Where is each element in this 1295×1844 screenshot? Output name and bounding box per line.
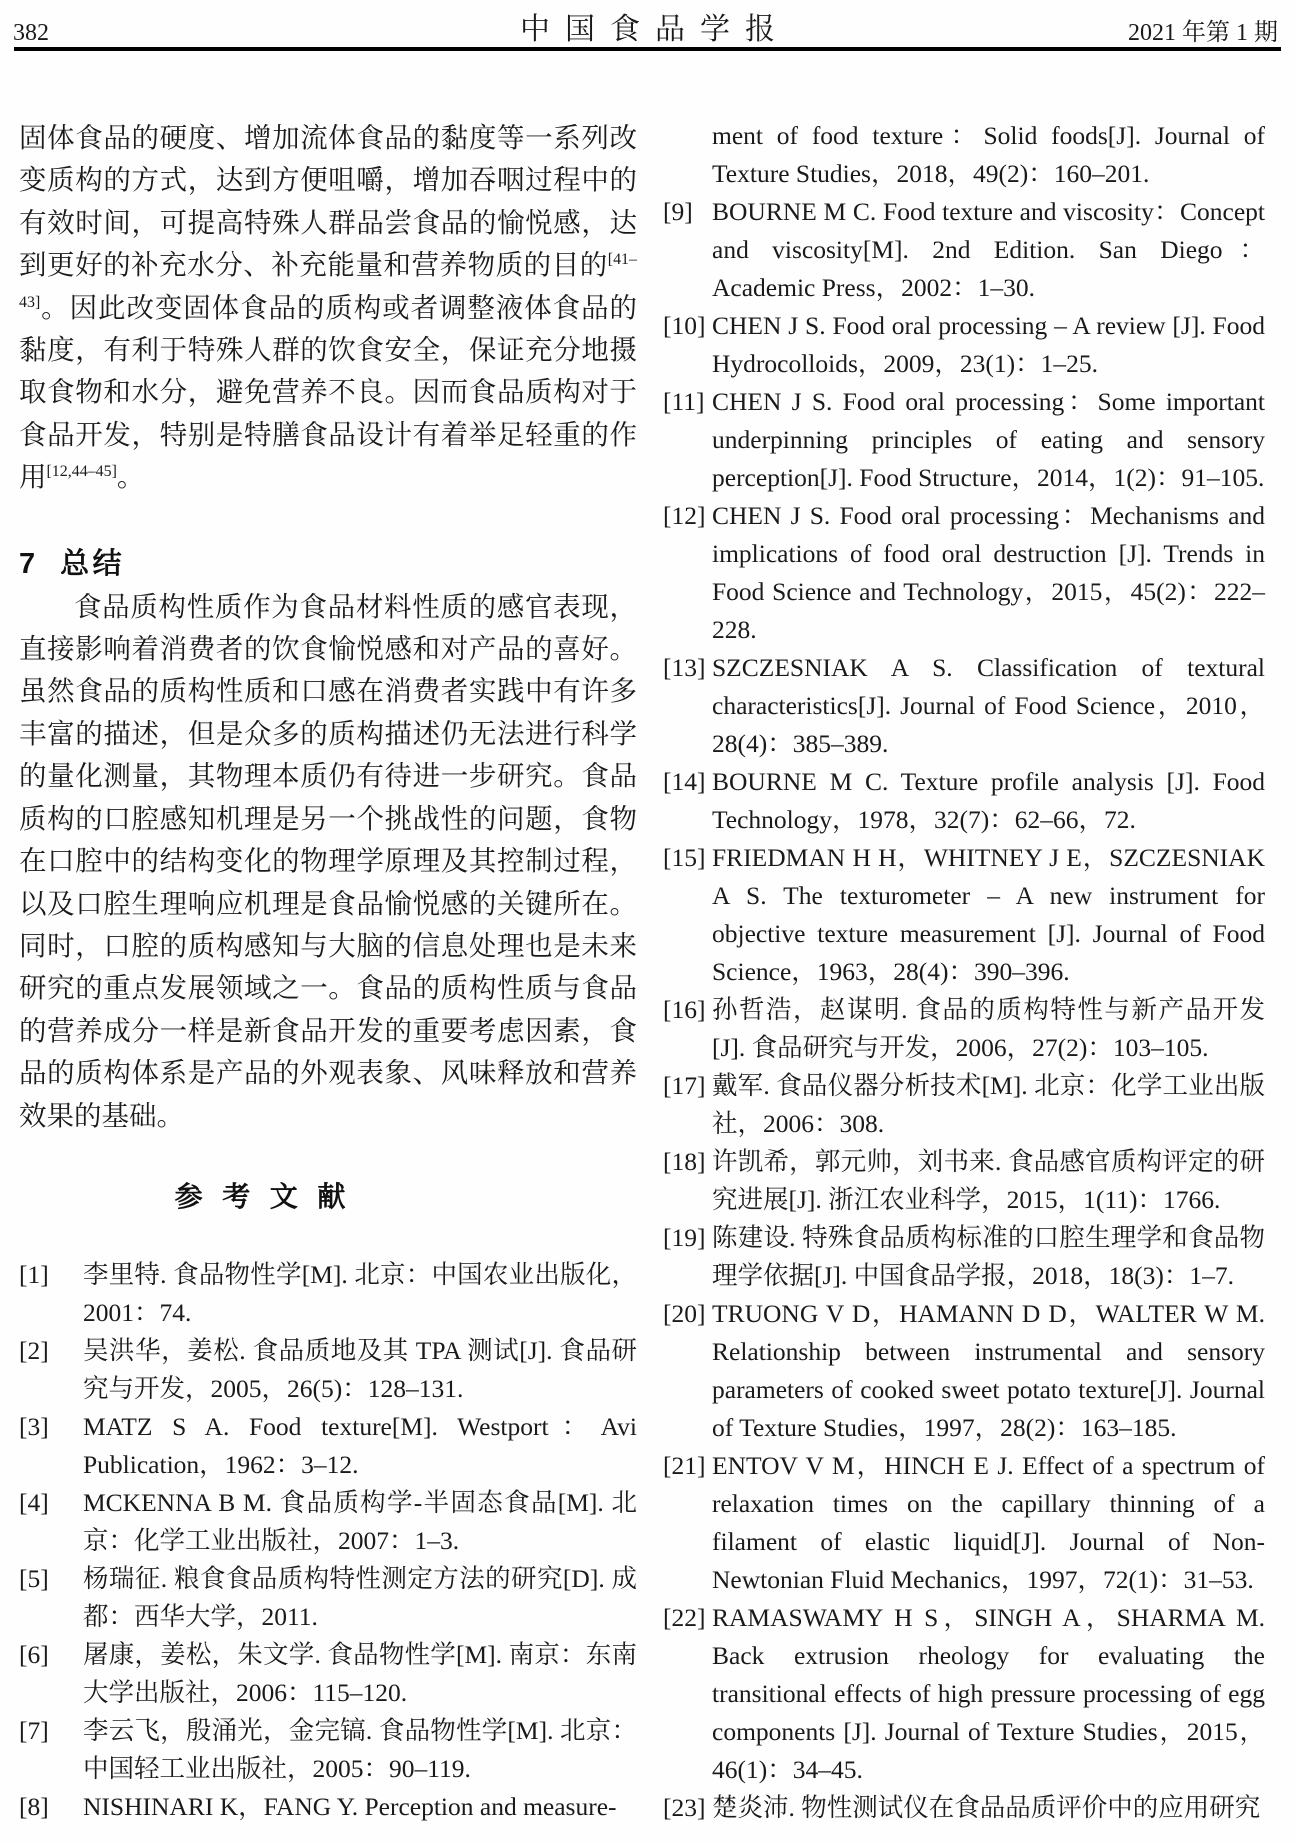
reference-label: [10] [663,311,706,340]
body-paragraph-continued [19,117,637,499]
reference-text: CHEN J S. Food oral processing – A review [J]. Food Hydrocolloids，2009，23(1)：1–25. [712,311,1265,378]
reference-label: [23] [663,1793,706,1822]
reference-label: [18] [663,1147,706,1176]
reference-item [19,1712,637,1788]
reference-text: TRUONG V D，HAMANN D D，WALTER W M. Relationship between instrumental and sensory parameters of cooked sweet potato texture[J]. Journal of Texture Studies，1997，28(2)：163–185. [712,1299,1265,1442]
reference-label: [1] [19,1259,49,1289]
reference-item [663,193,1265,307]
paragraph-text: 。因此改变固体食品的质构或者调整液体食品的黏度，有利于特殊人群的饮食安全，保证充分地摄取食物和水分，避免营养不良。因而食品质构对于食品开发，特别是特膳食品设计有着举足轻重的作用 [19,291,637,493]
section-title: 总结 [60,547,126,580]
reference-text: 李里特. 食品物性学[M]. 北京：中国农业出版化，2001：74. [83,1259,637,1327]
reference-item [663,1219,1265,1295]
paragraph-text: 。 [116,461,145,493]
reference-item [19,1256,637,1332]
reference-text: BOURNE M C. Texture profile analysis [J]. Food Technology，1978，32(7)：62–66，72. [712,767,1265,834]
references-heading: 参考文献 [174,1180,365,1212]
reference-label: [2] [19,1335,49,1365]
reference-text: NISHINARI K，FANG Y. Perception and measure- [83,1791,617,1821]
reference-item [19,1408,637,1484]
reference-text: 陈建设. 特殊食品质构标准的口腔生理学和食品物理学依据[J]. 中国食品学报，2018，18(3)：1–7. [712,1223,1265,1290]
reference-text: 李云飞，殷涌光，金完镐. 食品物性学[M]. 北京：中国轻工业出版社，2005：90–119. [83,1715,637,1783]
reference-item [19,1332,637,1408]
left-column [19,117,637,1826]
journal-title: 中国食品学报 [520,13,790,46]
reference-list-left [19,1256,637,1826]
reference-label [663,117,712,193]
reference-item-continuation [663,117,1265,193]
reference-text: SZCZESNIAK A S. Classification of textural characteristics[J]. Journal of Food Science，2010，28(4)：385–389. [712,653,1265,758]
reference-text: CHEN J S. Food oral processing：Mechanisms and implications of food oral destruction [J]. Trends in Food Science and Technology，2015，45(2)：222–228. [712,501,1265,644]
reference-label: [8] [19,1791,49,1821]
reference-item [663,307,1265,383]
reference-item [19,1560,637,1636]
citation-superscript: [41–43] [19,251,637,311]
reference-text: 许凯希，郭元帅，刘书来. 食品感官质构评定的研究进展[J]. 浙江农业科学，2015，1(11)：1766. [712,1147,1265,1214]
reference-item [663,1143,1265,1219]
reference-label: [9] [663,197,693,226]
reference-item [663,497,1265,649]
reference-list-right [663,117,1265,1827]
reference-label: [4] [19,1487,49,1517]
reference-text: BOURNE M C. Food texture and viscosity：Concept and viscosity[M]. 2nd Edition. San Diego：Academic Press，2002：1–30. [712,197,1265,302]
reference-item [663,839,1265,991]
reference-text: ENTOV V M，HINCH E J. Effect of a spectrum of relaxation times on the capillary thinning of a filament of elastic liquid[J]. Journal of Non-Newtonian Fluid Mechanics，1997，72(1)：31–53. [712,1451,1265,1594]
reference-item [19,1788,637,1826]
reference-label: [21] [663,1451,706,1480]
reference-item [663,991,1265,1067]
page-number: 382 [13,20,49,46]
summary-paragraph: 食品质构性质作为食品材料性质的感官表现，直接影响着消费者的饮食愉悦感和对产品的喜好。虽然食品的质构性质和口感在消费者实践中有许多丰富的描述，但是众多的质构描述仍无法进行科学的量化测量，其物理本质仍有待进一步研究。食品质构的口腔感知机理是另一个挑战性的问题，食物在口腔中的结构变化的物理学原理及其控制过程，以及口腔生理响应机理是食品愉悦感的关键所在。同时，口腔的质构感知与大脑的信息处理也是未来研究的重点发展领域之一。食品的质构性质与食品的营养成分一样是新食品开发的重要考虑因素，食品的质构体系是产品的外观表象、风味释放和营养效果的基础。 [19,590,637,1131]
reference-text: 杨瑞征. 粮食食品质构特性测定方法的研究[D]. 成都：西华大学，2011. [83,1563,637,1631]
reference-label: [11] [663,387,705,416]
reference-item [663,1599,1265,1789]
reference-label: [16] [663,995,706,1024]
reference-item [19,1636,637,1712]
reference-item [663,1295,1265,1447]
section-number: 7 [19,547,36,580]
reference-label: [7] [19,1715,49,1745]
reference-text: 孙哲浩，赵谋明. 食品的质构特性与新产品开发[J]. 食品研究与开发，2006，27(2)：103–105. [712,995,1265,1062]
reference-text: MCKENNA B M. 食品质构学-半固态食品[M]. 北京：化学工业出版社，2007：1–3. [83,1487,637,1555]
reference-text: ment of food texture：Solid foods[J]. Journal of Texture Studies，2018，49(2)：160–201. [712,121,1265,188]
reference-label: [3] [19,1411,49,1441]
reference-label: [22] [663,1603,706,1632]
reference-text: RAMASWAMY H S，SINGH A，SHARMA M. Back extrusion rheology for evaluating the transitional effects of high pressure processing of egg components [J]. Journal of Texture Studies，2015，46(1)：34–45. [712,1603,1265,1784]
reference-text: 戴军. 食品仪器分析技术[M]. 北京：化学工业出版社，2006：308. [712,1071,1265,1138]
reference-label: [14] [663,767,706,796]
reference-label: [5] [19,1563,49,1593]
reference-label: [13] [663,653,706,682]
reference-item [663,1447,1265,1599]
reference-item [663,1067,1265,1143]
reference-text: 楚炎沛. 物性测试仪在食品品质评价中的应用研究 [712,1793,1261,1822]
reference-item [663,763,1265,839]
reference-text: 吴洪华，姜松. 食品质地及其 TPA 测试[J]. 食品研究与开发，2005，26(5)：128–131. [83,1335,637,1403]
reference-label: [12] [663,501,706,530]
reference-item [663,1789,1265,1827]
reference-label: [15] [663,843,706,872]
section-heading-summary [19,546,637,582]
reference-item [663,383,1265,497]
reference-label: [17] [663,1071,706,1100]
reference-label: [6] [19,1639,49,1669]
reference-text: 屠康，姜松，朱文学. 食品物性学[M]. 南京：东南大学出版社，2006：115–120. [83,1639,637,1707]
issue-label: 2021 年第 1 期 [1128,20,1278,46]
reference-text: MATZ S A. Food texture[M]. Westport：Avi Publication，1962：3–12. [83,1411,637,1479]
paragraph-text: 固体食品的硬度、增加流体食品的黏度等一系列改变质构的方式，达到方便咀嚼，增加吞咽过程中的有效时间，可提高特殊人群品尝食品的愉悦感，达到更好的补充水分、补充能量和营养物质的目的 [19,122,637,281]
reference-label: [19] [663,1223,706,1252]
reference-item [19,1484,637,1560]
reference-text: CHEN J S. Food oral processing：Some important underpinning principles of eating and sensory perception[J]. Food Structure，2014，1(2)：91–105. [712,387,1265,492]
citation-superscript: [12,44–45] [46,463,117,481]
reference-text: FRIEDMAN H H，WHITNEY J E，SZCZESNIAK A S. The texturometer – A new instrument for objective texture measurement [J]. Journal of Food Science，1963，28(4)：390–396. [712,843,1265,986]
reference-item [663,649,1265,763]
header-rule [14,47,1281,51]
right-column [663,117,1265,1827]
reference-label: [20] [663,1299,706,1328]
